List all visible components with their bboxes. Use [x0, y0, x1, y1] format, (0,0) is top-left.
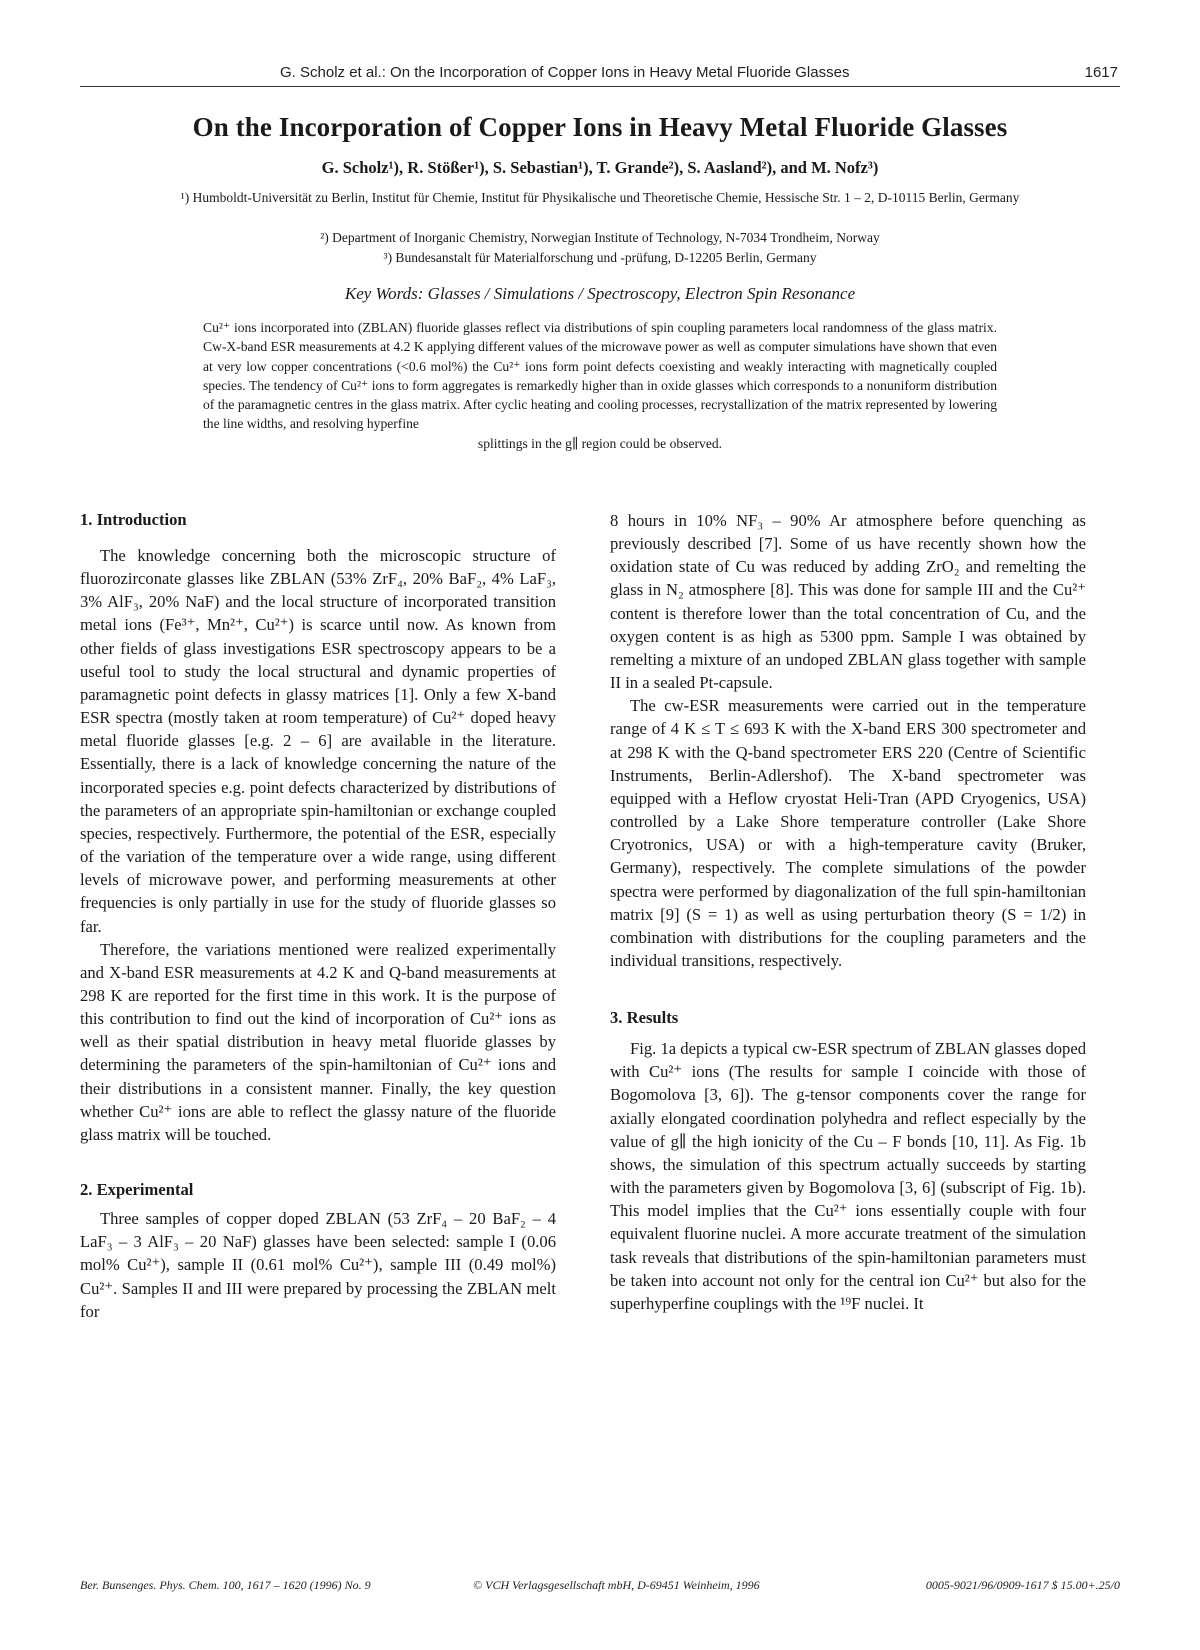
introduction-paragraph-2: Therefore, the variations mentioned were realized experimentally and X-band ESR measurements at 4.2 K and Q-band measurements at 298 K are reported for the first time in this work. It is the purpose of this contribution to find out the kind of incorporation of Cu²⁺ ions as well as their spatial distribution in heavy metal fluoride glasses by determining the parameters of the spin-hamiltonian of Cu²⁺ ions and their distributions in a consistent manner. Finally, the key question whether Cu²⁺ ions are able to reflect the glassy nature of the fluoride glass matrix will be touched.	[80, 939, 556, 1144]
affiliation-3: ³) Bundesanstalt für Materialforschung und -prüfung, D-12205 Berlin, Germany	[383, 250, 817, 265]
abstract	[203, 318, 997, 453]
affiliation-2: ²) Department of Inorganic Chemistry, Norwegian Institute of Technology, N-7034 Trondheim, Norway	[320, 230, 880, 245]
abstract-body: Cu²⁺ ions incorporated into (ZBLAN) fluoride glasses reflect via distributions of spin coupling parameters local randomness of the glass matrix. Cw-X-band ESR measurements at 4.2 K applying different values of the microwave power as well as computer simulations have shown that even at very low copper concentrations (<0.6 mol%) the Cu²⁺ ions form point defects coexisting and weakly interacting with magnetically coupled species. The tendency of Cu²⁺ ions to form aggregates is remarkedly higher than in oxide glasses which corresponds to a nonuniform distribution of the paramagnetic centres in the glass matrix. After cyclic heating and cooling processes, recrystallization of the matrix represented by lowering the line widths, and resolving hyperfine	[203, 320, 997, 432]
page-number: 1617	[1084, 64, 1118, 81]
section-heading-experimental: 2. Experimental	[80, 1180, 194, 1200]
section-heading-results: 3. Results	[610, 1008, 679, 1028]
results-paragraph-1: Fig. 1a depicts a typical cw-ESR spectrum of ZBLAN glasses doped with Cu²⁺ ions (The results for sample I coincide with those of Bogomolova [3, 6]). The g-tensor components cover the range for axially elongated coordination polyhedra and reflect especially by the value of g∥ the high ionicity of the Cu – F bonds [10, 11]. As Fig. 1b shows, the simulation of this spectrum actually succeeds by starting with the parameters given by Bogomolova [3, 6] (subscript of Fig. 1b). This model implies that the Cu²⁺ ions essentially couple with four equivalent fluorine nuclei. A more accurate treatment of the simulation task reveals that distributions of the spin-hamiltonian parameters must be taken into account not only for the central ion Cu²⁺ but also for the superhyperfine couplings with the ¹⁹F nuclei. It	[610, 1039, 1086, 1313]
experimental-paragraph-2: The cw-ESR measurements were carried out in the temperature range of 4 K ≤ T ≤ 693 K with the X-band ERS 300 spectrometer and at 298 K with the Q-band spectrometer ERS 220 (Centre of Scientific Instruments, Berlin-Adlershof). The X-band spectrometer was equipped with a Heflow cryostat Heli-Tran (APD Cryogenics, USA) controlled by a Lake Shore temperature controller (Lake Shore Cryotronics, USA) or with a high-temperature cavity (Bruker, Germany), respectively. The complete simulations of the powder spectra were performed by diagonalization of the full spin-hamiltonian matrix [9] (S = 1) as well as using perturbation theory (S = 1/2) in combination with distributions for the coupling parameters and the individual transitions, respectively.	[610, 696, 1086, 970]
affiliation-1: ¹) Humboldt-Universität zu Berlin, Institut für Chemie, Institut für Physikalische und Theoretische Chemie, Hessische Str. 1 – 2, D-10115 Berlin, Germany	[180, 190, 1020, 205]
footer-publisher: © VCH Verlagsgesellschaft mbH, D-69451 Weinheim, 1996	[473, 1578, 760, 1592]
keywords: Key Words: Glasses / Simulations / Spectroscopy, Electron Spin Resonance	[344, 284, 856, 303]
abstract-last-line: splittings in the g∥ region could be observed.	[477, 435, 723, 451]
running-header-title: G. Scholz et al.: On the Incorporation of Copper Ions in Heavy Metal Fluoride Glasses	[280, 64, 850, 81]
right-column	[610, 509, 1086, 1315]
footer-journal-citation: Ber. Bunsenges. Phys. Chem. 100, 1617 – 1620 (1996) No. 9	[80, 1578, 371, 1592]
running-header	[80, 62, 1120, 87]
footer-article-code: 0005-9021/96/0909-1617 $ 15.00+.25/0	[925, 1578, 1120, 1592]
author-list: G. Scholz¹), R. Stößer¹), S. Sebastian¹), T. Grande²), S. Aasland²), and M. Nofz³)	[321, 158, 879, 177]
experimental-paragraph-1: Three samples of copper doped ZBLAN (53 ZrF₄ – 20 BaF₂ – 4 LaF₃ – 3 AlF₃ – 20 NaF) glasses have been selected: sample I (0.06 mol% Cu²⁺), sample II (0.61 mol% Cu²⁺), sample III (0.49 mol%) Cu²⁺. Samples II and III were prepared by processing the ZBLAN melt for	[80, 1209, 556, 1321]
section-heading-introduction: 1. Introduction	[80, 510, 187, 529]
experimental-paragraph-1-continued: 8 hours in 10% NF₃ – 90% Ar atmosphere before quenching as previously described [7]. Some of us have recently shown how the oxidation state of Cu was reduced by adding ZrO₂ and remelting the glass in N₂ atmosphere [8]. This was done for sample III and the Cu²⁺ content is therefore lower than the total concentration of Cu, and the oxygen content is as high as 5300 ppm. Sample I was obtained by remelting a mixture of an undoped ZBLAN glass together with sample II in a sealed Pt-capsule.	[610, 511, 1086, 693]
left-column	[80, 508, 556, 1323]
introduction-paragraph-1: The knowledge concerning both the microscopic structure of fluorozirconate glasses like ZBLAN (53% ZrF₄, 20% BaF₂, 4% LaF₃, 3% AlF₃, 20% NaF) and the local structure of incorporated transition metal ions (Fe³⁺, Mn²⁺, Cu²⁺) is scarce until now. As known from other fields of glass investigations ESR spectroscopy appears to be a useful tool to study the local structural and dynamic properties of paramagnetic point defects in glassy matrices [1]. Only a few X-band ESR spectra (mostly taken at room temperature) of Cu²⁺ doped heavy metal fluoride glasses [e.g. 2 – 6] are available in the literature. Essentially, there is a lack of knowledge concerning the nature of the incorporated species e.g. point defects characterized by distributions of the parameters of an appropriate spin-hamiltonian or exchange coupled species, respectively. Furthermore, the potential of the ESR, especially of the variation of the temperature over a wide range, using different levels of microwave power, and performing measurements at other frequencies is only partially in use for the study of fluoride glasses so far.	[80, 546, 556, 936]
paper-title: On the Incorporation of Copper Ions in Heavy Metal Fluoride Glasses	[192, 112, 1008, 142]
